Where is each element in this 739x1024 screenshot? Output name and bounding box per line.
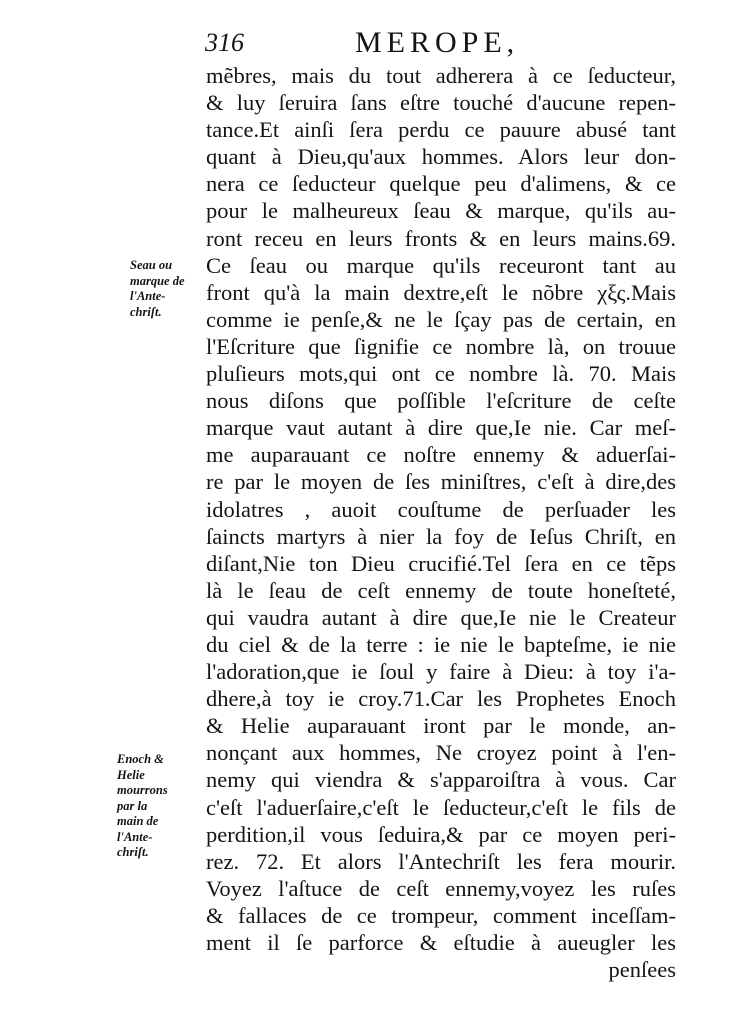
catchword: penſees	[608, 957, 676, 983]
text-line: pour le malheureux ſeau & marque, qu'ils au-	[206, 198, 676, 224]
text-line: & luy ſeruira ſans eſtre touché d'aucune repen-	[206, 90, 676, 116]
text-line: mẽbres, mais du tout adherera à ce ſeducteur,	[206, 63, 676, 88]
margin-note-line: Enoch &	[117, 752, 164, 766]
text-line: marque vaut autant à dire que,Ie nie. Car meſ-	[206, 415, 676, 441]
margin-note-enoch	[117, 752, 168, 861]
margin-note-line: par la	[117, 798, 148, 813]
text-line: Voyez l'aſtuce de ceſt ennemy,voyez les ruſes	[206, 875, 676, 901]
text-line: perdition,il vous ſeduira,& par ce moyen peri-	[206, 821, 676, 847]
text-line: nonçant aux hommes, Ne croyez point à l'en-	[206, 740, 676, 766]
text-line: re par le moyen de ſes miniſtres, c'eſt à dire,des	[206, 469, 676, 495]
text-line: du ciel & de la terre : ie nie le bapteſme, ie nie	[206, 631, 676, 657]
text-line: l'adoration,que ie ſoul y faire à Dieu: à toy i'a-	[206, 659, 676, 685]
text-line: nemy qui viendra & s'apparoiſtra à vous. Car	[206, 767, 676, 793]
margin-note-seau	[130, 258, 185, 320]
margin-note-line: main de	[117, 814, 159, 828]
text-line: Ce ſeau ou marque qu'ils receuront tant au	[206, 252, 676, 278]
text-line: nera ce ſeducteur quelque peu d'alimens, & ce	[206, 171, 676, 197]
text-line: l'Eſcriture que ſignifie ce nombre là, on trouue	[206, 333, 676, 359]
text-line: nous diſons que poſſible l'eſcriture de ceſte	[206, 388, 676, 414]
text-line: qui vaudra autant à dire que,Ie nie le Createur	[206, 604, 676, 630]
body-text	[206, 62, 676, 983]
text-line: & Helie auparauant iront par le monde, an-	[206, 713, 676, 739]
margin-note-line: l'Ante-	[130, 289, 166, 303]
text-line: idolatres , auoit couſtume de perſuader les	[206, 496, 676, 522]
margin-note-line: chriſt.	[117, 845, 149, 859]
margin-note-line: mourrons	[117, 783, 168, 797]
text-line: ront receu en leurs fronts & en leurs mains.69.	[206, 225, 676, 251]
text-line: rez. 72. Et alors l'Antechriſt les fera mourir.	[206, 848, 676, 874]
text-line: ſaincts martyrs à nier la foy de Ieſus Chriſt, en	[206, 523, 676, 549]
text-line: tance.Et ainſi ſera perdu ce pauure abusé tant	[206, 117, 676, 143]
running-title: MEROPE,	[355, 26, 520, 59]
page-header	[205, 20, 675, 60]
text-line: quant à Dieu,qu'aux hommes. Alors leur don-	[206, 144, 676, 170]
text-line: dhere,à toy ie croy.71.Car les Prophetes Enoch	[206, 686, 676, 712]
text-line: diſant,Nie ton Dieu crucifié.Tel ſera en ce tẽps	[206, 550, 676, 576]
margin-note-line: Helie	[117, 767, 145, 782]
margin-note-line: l'Ante-	[117, 829, 153, 844]
margin-note-line: chriſt.	[130, 304, 162, 319]
text-line: là le ſeau de ceſt ennemy de toute honeſteté,	[206, 577, 676, 603]
text-line: pluſieurs mots,qui ont ce nombre là. 70. Mais	[206, 361, 676, 387]
text-line: comme ie penſe,& ne le ſçay pas de certain, en	[206, 306, 676, 332]
text-line: ment il ſe parforce & eſtudie à aueugler les	[206, 930, 676, 955]
text-line: c'eſt l'aduerſaire,c'eſt le ſeducteur,c'eſt le fils de	[206, 794, 676, 820]
text-line: me auparauant ce noſtre ennemy & aduerſai-	[206, 442, 676, 468]
text-line: front qu'à la main dextre,eſt le nõbre χξς.Mais	[206, 279, 676, 305]
text-line: & fallaces de ce trompeur, comment inceſſam-	[206, 902, 676, 928]
margin-note-line: Seau ou	[130, 258, 173, 272]
margin-note-line: marque de	[130, 273, 185, 288]
page-number: 316	[205, 28, 244, 57]
